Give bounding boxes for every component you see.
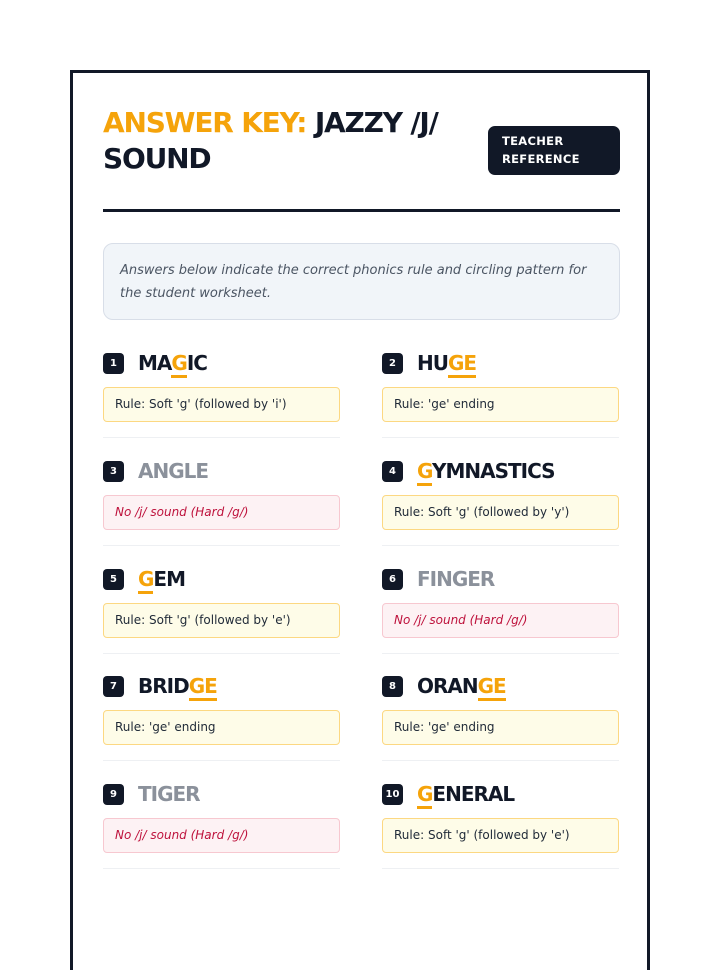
worksheet-frame bbox=[70, 70, 650, 970]
word-prefix: BRID bbox=[138, 674, 189, 699]
item-divider bbox=[382, 545, 619, 546]
page-title bbox=[103, 105, 498, 177]
item-number-badge: 4 bbox=[382, 461, 403, 482]
answer-item bbox=[103, 347, 340, 438]
answer-item bbox=[103, 670, 340, 761]
header bbox=[103, 105, 620, 185]
title-rest: JAZZY /J/ SOUND bbox=[103, 106, 438, 175]
item-number-badge: 8 bbox=[382, 676, 403, 697]
word-suffix: YMNASTICS bbox=[431, 458, 555, 483]
item-divider bbox=[382, 760, 619, 761]
answer-word bbox=[138, 564, 185, 594]
item-divider bbox=[103, 868, 340, 869]
word-highlight: G bbox=[417, 782, 432, 809]
word-prefix: TIGER bbox=[138, 782, 200, 806]
item-number-badge: 7 bbox=[103, 676, 124, 697]
item-number-badge: 3 bbox=[103, 461, 124, 482]
title-key: ANSWER KEY: bbox=[103, 106, 307, 139]
answer-item bbox=[382, 670, 619, 761]
item-number-badge: 6 bbox=[382, 569, 403, 590]
answer-word bbox=[138, 348, 207, 378]
word-highlight: GE bbox=[478, 674, 506, 701]
phonics-rule: Rule: Soft 'g' (followed by 'i') bbox=[103, 387, 340, 422]
phonics-rule: Rule: Soft 'g' (followed by 'y') bbox=[382, 495, 619, 530]
phonics-rule: Rule: 'ge' ending bbox=[382, 710, 619, 745]
word-highlight: G bbox=[171, 351, 186, 378]
word-prefix: ANGLE bbox=[138, 458, 209, 483]
no-sound-note: No /j/ sound (Hard /g/) bbox=[103, 495, 340, 530]
answer-item bbox=[103, 455, 340, 546]
answer-word bbox=[417, 779, 514, 809]
item-number-badge: 9 bbox=[103, 784, 124, 805]
phonics-rule: Rule: 'ge' ending bbox=[103, 710, 340, 745]
item-number-badge: 10 bbox=[382, 784, 403, 805]
answer-item bbox=[382, 778, 619, 869]
word-prefix: MA bbox=[138, 351, 172, 375]
item-divider bbox=[103, 437, 340, 438]
item-divider bbox=[103, 653, 340, 654]
answer-word bbox=[417, 456, 555, 486]
item-divider bbox=[103, 545, 340, 546]
word-suffix: ENERAL bbox=[432, 782, 515, 806]
answer-item bbox=[103, 563, 340, 654]
word-suffix: IC bbox=[186, 351, 207, 375]
word-highlight: G bbox=[417, 459, 432, 486]
no-sound-note: No /j/ sound (Hard /g/) bbox=[103, 818, 340, 853]
answer-word bbox=[138, 671, 217, 701]
word-highlight: GE bbox=[448, 351, 476, 378]
item-number-badge: 1 bbox=[103, 353, 124, 374]
item-number-badge: 5 bbox=[103, 569, 124, 590]
answer-word bbox=[417, 348, 476, 378]
answer-word bbox=[138, 456, 208, 486]
word-suffix: EM bbox=[153, 566, 185, 591]
item-divider bbox=[382, 653, 619, 654]
item-divider bbox=[103, 760, 340, 761]
answer-word bbox=[417, 564, 494, 594]
answer-item bbox=[103, 778, 340, 869]
instructions-note: Answers below indicate the correct phonics rule and circling pattern for the student worksheet. bbox=[103, 243, 620, 320]
teacher-reference-badge: TEACHER REFERENCE bbox=[488, 126, 620, 175]
word-prefix: ORAN bbox=[417, 674, 478, 699]
answer-word bbox=[417, 671, 506, 701]
answer-item bbox=[382, 347, 619, 438]
item-divider bbox=[382, 437, 619, 438]
word-highlight: G bbox=[138, 567, 153, 594]
phonics-rule: Rule: Soft 'g' (followed by 'e') bbox=[103, 603, 340, 638]
no-sound-note: No /j/ sound (Hard /g/) bbox=[382, 603, 619, 638]
word-highlight: GE bbox=[189, 674, 217, 701]
word-prefix: FINGER bbox=[417, 566, 495, 591]
answer-word bbox=[138, 779, 200, 809]
word-prefix: HU bbox=[417, 351, 448, 375]
header-divider bbox=[103, 209, 620, 212]
phonics-rule: Rule: 'ge' ending bbox=[382, 387, 619, 422]
item-divider bbox=[382, 868, 619, 869]
answer-item bbox=[382, 563, 619, 654]
answer-item bbox=[382, 455, 619, 546]
item-number-badge: 2 bbox=[382, 353, 403, 374]
phonics-rule: Rule: Soft 'g' (followed by 'e') bbox=[382, 818, 619, 853]
